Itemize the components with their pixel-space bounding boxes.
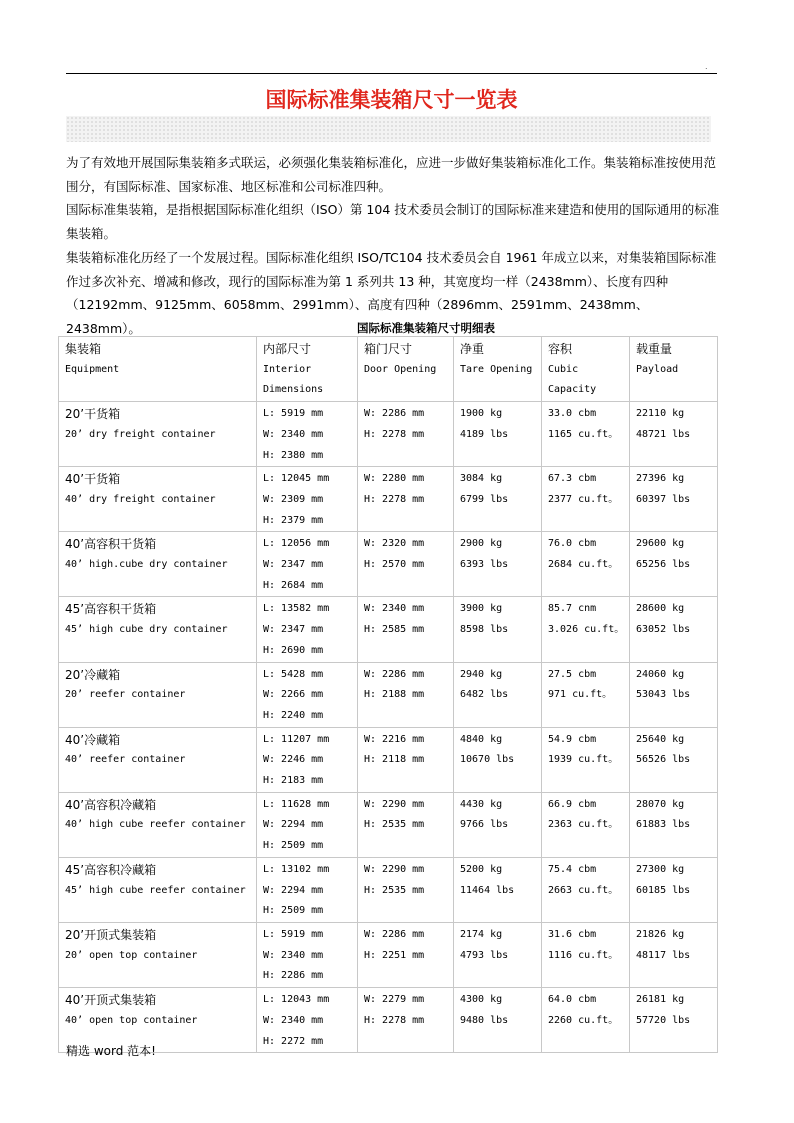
table-row [59, 988, 718, 1053]
tare-value: 11464 lbs [460, 884, 515, 896]
page-title: 国际标准集装箱尺寸一览表 [265, 88, 518, 112]
door-value: W: 2290 mm [364, 798, 425, 810]
equipment-cell [59, 467, 257, 532]
tare-value: 4189 lbs [460, 428, 509, 440]
door-value: W: 2279 mm [364, 994, 425, 1006]
header-cn: 内部尺寸 [263, 342, 312, 356]
tare-cell [454, 922, 542, 987]
payload-cell [630, 402, 718, 467]
payload-value: 56526 lbs [636, 754, 691, 766]
equipment-cell [59, 402, 257, 467]
table-row [59, 792, 718, 857]
table-row [59, 467, 718, 532]
payload-value: 60185 lbs [636, 884, 691, 896]
header-en: Interior [263, 363, 312, 375]
equipment-cell [59, 922, 257, 987]
table-row [59, 857, 718, 922]
cubic-value: 2663 cu.ft。 [548, 884, 619, 896]
tare-value: 4300 kg [460, 994, 503, 1006]
interior-value: H: 2379 mm [263, 514, 324, 526]
door-value: H: 2535 mm [364, 884, 425, 896]
cubic-cell [542, 662, 630, 727]
interior-value: W: 2340 mm [263, 1014, 324, 1026]
payload-cell [630, 467, 718, 532]
header-cell [542, 337, 630, 402]
tare-value: 5200 kg [460, 863, 503, 875]
payload-value: 65256 lbs [636, 559, 691, 571]
cubic-value: 971 cu.ft。 [548, 689, 613, 701]
door-cell [358, 402, 454, 467]
equipment-cell [59, 532, 257, 597]
payload-value: 53043 lbs [636, 689, 691, 701]
equipment-cell [59, 727, 257, 792]
table-row [59, 662, 718, 727]
table-row [59, 532, 718, 597]
tare-value: 2174 kg [460, 928, 503, 940]
equipment-cell [59, 662, 257, 727]
header-cell [358, 337, 454, 402]
interior-cell [257, 662, 358, 727]
door-value: W: 2290 mm [364, 863, 425, 875]
equipment-name-cn: 45’高容积冷藏箱 [65, 862, 157, 877]
equipment-name-cn: 40’冷藏箱 [65, 732, 121, 747]
equipment-name-cn: 40’高容积干货箱 [65, 537, 157, 552]
interior-value: L: 12056 mm [263, 538, 330, 550]
header-cell [630, 337, 718, 402]
tare-cell [454, 402, 542, 467]
intro-paragraph-1: 为了有效地开展国际集装箱多式联运，必须强化集装箱标准化，应进一步做好集装箱标准化工作。集装箱标准按使用范围分，有国际标准、国家标准、地区标准和公司标准四种。 [66, 155, 717, 194]
equipment-name-en: 20’ dry freight container [65, 428, 216, 440]
interior-value: H: 2286 mm [263, 970, 324, 982]
interior-value: L: 5919 mm [263, 408, 324, 420]
door-value: H: 2278 mm [364, 1014, 425, 1026]
header-cn: 载重量 [636, 342, 673, 356]
door-value: H: 2118 mm [364, 754, 425, 766]
interior-value: H: 2684 mm [263, 579, 324, 591]
cubic-value: 2377 cu.ft。 [548, 493, 619, 505]
interior-cell [257, 988, 358, 1053]
door-cell [358, 597, 454, 662]
door-cell [358, 727, 454, 792]
tare-value: 3900 kg [460, 603, 503, 615]
cubic-cell [542, 532, 630, 597]
door-cell [358, 467, 454, 532]
cubic-value: 2260 cu.ft。 [548, 1014, 619, 1026]
tare-value: 2940 kg [460, 668, 503, 680]
tare-cell [454, 467, 542, 532]
intro-paragraph-3: 集装箱标准化历经了一个发展过程。国际标准化组织 ISO/TC104 技术委员会自 1961 年成立以来，对集装箱国际标准作过多次补充、增减和修改，现行的国际标准为第 1 系列共 13 种，其宽度均一样（2438mm）、长度有四种（12192mm、9125mm、6058mm、2991mm）、高度有四种（2896mm、2591mm、2438mm、2438mm）。 [66, 249, 717, 336]
header-en: Cubic [548, 363, 579, 375]
payload-value: 26181 kg [636, 994, 685, 1006]
tare-cell [454, 988, 542, 1053]
cubic-value: 54.9 cbm [548, 733, 597, 745]
interior-cell [257, 857, 358, 922]
door-cell [358, 857, 454, 922]
interior-value: L: 5919 mm [263, 928, 324, 940]
payload-value: 48117 lbs [636, 949, 691, 961]
tare-value: 4793 lbs [460, 949, 509, 961]
equipment-name-cn: 40’干货箱 [65, 472, 121, 487]
cubic-cell [542, 597, 630, 662]
table-row [59, 922, 718, 987]
door-value: H: 2535 mm [364, 819, 425, 831]
door-value: W: 2286 mm [364, 408, 425, 420]
tare-value: 3084 kg [460, 473, 503, 485]
header-cell [454, 337, 542, 402]
interior-value: H: 2509 mm [263, 905, 324, 917]
equipment-name-en: 40’ open top container [65, 1014, 198, 1026]
header-cell [257, 337, 358, 402]
cubic-value: 85.7 cnm [548, 603, 597, 615]
interior-value: W: 2246 mm [263, 754, 324, 766]
cubic-value: 33.0 cbm [548, 408, 597, 420]
tare-cell [454, 727, 542, 792]
intro-text [66, 151, 721, 341]
cubic-value: 67.3 cbm [548, 473, 597, 485]
header-cn: 集装箱 [65, 342, 102, 356]
door-value: W: 2286 mm [364, 928, 425, 940]
interior-value: W: 2347 mm [263, 559, 324, 571]
table-header-row [59, 337, 718, 402]
payload-value: 24060 kg [636, 668, 685, 680]
equipment-name-cn: 20’开顶式集装箱 [65, 927, 157, 942]
interior-value: L: 11628 mm [263, 798, 330, 810]
interior-value: H: 2690 mm [263, 644, 324, 656]
footer-note: 精选 word 范本! [66, 1044, 156, 1058]
tare-value: 9766 lbs [460, 819, 509, 831]
door-cell [358, 922, 454, 987]
interior-cell [257, 467, 358, 532]
tare-cell [454, 857, 542, 922]
door-cell [358, 988, 454, 1053]
header-cn: 容积 [548, 342, 573, 356]
equipment-name-en: 40’ reefer container [65, 754, 186, 766]
payload-cell [630, 532, 718, 597]
tare-value: 6482 lbs [460, 689, 509, 701]
cubic-cell [542, 402, 630, 467]
door-value: H: 2585 mm [364, 624, 425, 636]
payload-value: 27300 kg [636, 863, 685, 875]
payload-cell [630, 922, 718, 987]
equipment-name-en: 40’ high.cube dry container [65, 559, 228, 571]
equipment-name-en: 20’ reefer container [65, 689, 186, 701]
door-value: W: 2340 mm [364, 603, 425, 615]
payload-value: 21826 kg [636, 928, 685, 940]
tare-value: 4840 kg [460, 733, 503, 745]
payload-cell [630, 727, 718, 792]
interior-value: H: 2509 mm [263, 840, 324, 852]
interior-value: H: 2272 mm [263, 1035, 324, 1047]
cubic-value: 76.0 cbm [548, 538, 597, 550]
intro-paragraph-2: 国际标准集装箱，是指根据国际标准化组织（ISO）第 104 技术委员会制订的国际标准来建造和使用的国际通用的标准集装箱。 [66, 202, 720, 242]
cubic-value: 1939 cu.ft。 [548, 754, 619, 766]
header-en: Tare Opening [460, 363, 533, 375]
tare-cell [454, 792, 542, 857]
header-cell [59, 337, 257, 402]
equipment-name-en: 40’ dry freight container [65, 493, 216, 505]
payload-cell [630, 857, 718, 922]
equipment-name-cn: 40’高容积冷藏箱 [65, 797, 157, 812]
interior-value: W: 2347 mm [263, 624, 324, 636]
cubic-cell [542, 727, 630, 792]
interior-value: L: 5428 mm [263, 668, 324, 680]
payload-value: 63052 lbs [636, 624, 691, 636]
cubic-cell [542, 922, 630, 987]
corner-mark: . [705, 62, 708, 71]
payload-cell [630, 792, 718, 857]
tare-value: 6799 lbs [460, 493, 509, 505]
header-en: Dimensions [263, 384, 324, 396]
door-value: H: 2570 mm [364, 559, 425, 571]
table-row [59, 727, 718, 792]
tare-value: 9480 lbs [460, 1014, 509, 1026]
cubic-value: 2363 cu.ft。 [548, 819, 619, 831]
header-cn: 箱门尺寸 [364, 342, 413, 356]
tare-value: 4430 kg [460, 798, 503, 810]
equipment-name-en: 40’ high cube reefer container [65, 819, 246, 831]
door-value: W: 2216 mm [364, 733, 425, 745]
payload-cell [630, 597, 718, 662]
cubic-cell [542, 467, 630, 532]
interior-cell [257, 597, 358, 662]
decorative-band [66, 116, 711, 142]
tare-value: 8598 lbs [460, 624, 509, 636]
cubic-value: 27.5 cbm [548, 668, 597, 680]
payload-cell [630, 662, 718, 727]
cubic-value: 31.6 cbm [548, 928, 597, 940]
interior-value: W: 2340 mm [263, 949, 324, 961]
table-row [59, 402, 718, 467]
equipment-cell [59, 597, 257, 662]
equipment-name-cn: 40’开顶式集装箱 [65, 993, 157, 1008]
cubic-cell [542, 988, 630, 1053]
table-row [59, 597, 718, 662]
header-en: Payload [636, 363, 679, 375]
interior-cell [257, 922, 358, 987]
payload-value: 29600 kg [636, 538, 685, 550]
container-spec-table [58, 336, 718, 1053]
payload-value: 27396 kg [636, 473, 685, 485]
door-cell [358, 532, 454, 597]
equipment-name-en: 45’ high cube reefer container [65, 884, 246, 896]
interior-value: L: 12045 mm [263, 473, 330, 485]
interior-value: H: 2240 mm [263, 709, 324, 721]
cubic-value: 66.9 cbm [548, 798, 597, 810]
cubic-value: 64.0 cbm [548, 994, 597, 1006]
cubic-cell [542, 857, 630, 922]
door-cell [358, 662, 454, 727]
interior-cell [257, 727, 358, 792]
interior-cell [257, 532, 358, 597]
tare-value: 10670 lbs [460, 754, 515, 766]
door-value: H: 2188 mm [364, 689, 425, 701]
cubic-value: 1116 cu.ft。 [548, 949, 619, 961]
payload-value: 48721 lbs [636, 428, 691, 440]
cubic-cell [542, 792, 630, 857]
interior-value: W: 2294 mm [263, 819, 324, 831]
cubic-value: 75.4 cbm [548, 863, 597, 875]
cubic-value: 2684 cu.ft。 [548, 559, 619, 571]
tare-cell [454, 662, 542, 727]
header-rule [66, 73, 717, 74]
tare-value: 1900 kg [460, 408, 503, 420]
door-value: H: 2278 mm [364, 493, 425, 505]
interior-value: H: 2380 mm [263, 449, 324, 461]
interior-value: H: 2183 mm [263, 775, 324, 787]
cubic-value: 1165 cu.ft。 [548, 428, 619, 440]
payload-value: 28600 kg [636, 603, 685, 615]
header-en: Equipment [65, 363, 120, 375]
interior-value: W: 2266 mm [263, 689, 324, 701]
interior-value: W: 2340 mm [263, 428, 324, 440]
interior-value: L: 12043 mm [263, 994, 330, 1006]
payload-value: 22110 kg [636, 408, 685, 420]
interior-value: L: 13582 mm [263, 603, 330, 615]
door-value: H: 2251 mm [364, 949, 425, 961]
payload-value: 28070 kg [636, 798, 685, 810]
equipment-cell [59, 792, 257, 857]
payload-cell [630, 988, 718, 1053]
tare-value: 2900 kg [460, 538, 503, 550]
equipment-name-cn: 20’冷藏箱 [65, 667, 121, 682]
interior-value: W: 2309 mm [263, 493, 324, 505]
interior-value: W: 2294 mm [263, 884, 324, 896]
header-en: Capacity [548, 384, 597, 396]
header-cn: 净重 [460, 342, 485, 356]
equipment-name-en: 20’ open top container [65, 949, 198, 961]
tare-cell [454, 532, 542, 597]
tare-value: 6393 lbs [460, 559, 509, 571]
cubic-value: 3.026 cu.ft。 [548, 624, 625, 636]
interior-value: L: 13102 mm [263, 863, 330, 875]
spec-table-body [59, 337, 718, 1053]
payload-value: 25640 kg [636, 733, 685, 745]
door-value: W: 2280 mm [364, 473, 425, 485]
door-value: W: 2286 mm [364, 668, 425, 680]
equipment-cell [59, 857, 257, 922]
interior-value: L: 11207 mm [263, 733, 330, 745]
equipment-name-cn: 45’高容积干货箱 [65, 602, 157, 617]
door-value: H: 2278 mm [364, 428, 425, 440]
equipment-name-cn: 20’干货箱 [65, 407, 121, 422]
door-value: W: 2320 mm [364, 538, 425, 550]
header-en: Door Opening [364, 363, 437, 375]
interior-cell [257, 402, 358, 467]
payload-value: 57720 lbs [636, 1014, 691, 1026]
table-caption: 国际标准集装箱尺寸明细表 [357, 321, 495, 335]
equipment-name-en: 45’ high cube dry container [65, 624, 228, 636]
payload-value: 61883 lbs [636, 819, 691, 831]
door-cell [358, 792, 454, 857]
tare-cell [454, 597, 542, 662]
payload-value: 60397 lbs [636, 493, 691, 505]
interior-cell [257, 792, 358, 857]
